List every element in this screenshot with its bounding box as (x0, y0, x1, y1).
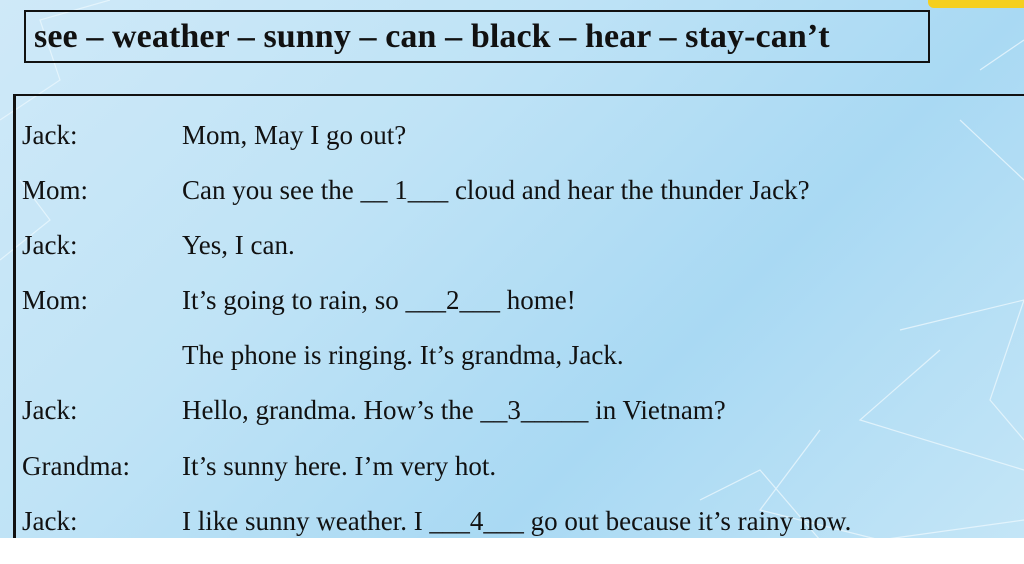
speaker-label: Jack: (22, 395, 78, 425)
speaker-label: Jack: (22, 120, 78, 150)
bottom-margin (0, 538, 1024, 564)
utterance-text: I like sunny weather. I ___4___ go out because it’s rainy now. (182, 506, 852, 536)
utterance-text: Yes, I can. (182, 230, 295, 260)
speaker-label: Grandma: (22, 451, 130, 481)
dialogue-box (13, 94, 1024, 538)
utterance-text: The phone is ringing. It’s grandma, Jack. (182, 340, 624, 370)
utterance-text: Can you see the __ 1___ cloud and hear the thunder Jack? (182, 175, 810, 205)
utterance-text: It’s sunny here. I’m very hot. (182, 451, 497, 481)
speaker-label: Mom: (22, 175, 89, 205)
utterance-text: It’s going to rain, so ___2___ home! (182, 285, 576, 315)
speaker-label: Jack: (22, 506, 78, 536)
speaker-label: Mom: (22, 285, 89, 315)
word-bank-box (24, 10, 930, 63)
word-bank-text: see – weather – sunny – can – black – hear – stay-can’t (34, 17, 830, 55)
speaker-label: Jack: (22, 230, 78, 260)
utterance-text: Mom, May I go out? (182, 120, 407, 150)
corner-tab (928, 0, 1024, 8)
utterance-text: Hello, grandma. How’s the __3_____ in Vietnam? (182, 395, 726, 425)
